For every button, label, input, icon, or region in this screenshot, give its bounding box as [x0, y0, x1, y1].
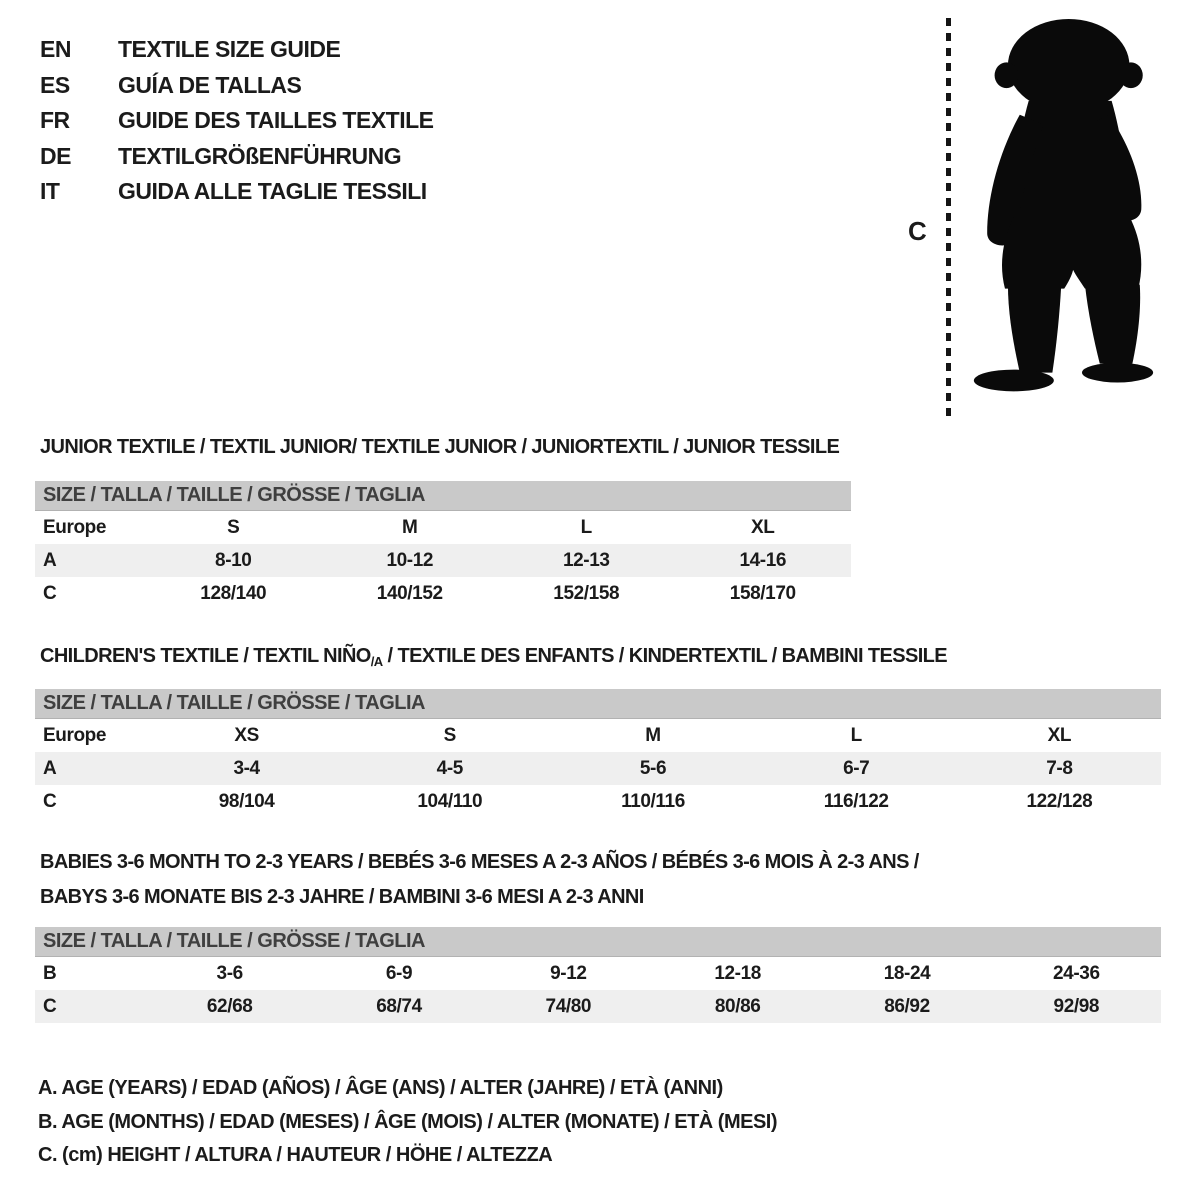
cell: 3-6	[216, 962, 243, 984]
row-label: C	[43, 790, 57, 812]
cell: 8-10	[215, 549, 252, 571]
cell: 140/152	[376, 582, 443, 604]
row-label: C	[43, 995, 57, 1017]
lang-row-de	[40, 139, 434, 175]
cell: 92/98	[1053, 995, 1100, 1017]
children-heading-text: CHILDREN'S TEXTILE / TEXTIL NIÑO	[40, 645, 371, 667]
lang-row-fr	[40, 103, 434, 139]
cell: 7-8	[1046, 757, 1073, 779]
cell: 12-13	[562, 549, 610, 571]
babies-section-heading	[40, 845, 919, 915]
measurement-legend	[38, 1072, 777, 1173]
lang-row-es	[40, 68, 434, 104]
cell: 4-5	[436, 757, 463, 779]
cell: 122/128	[1026, 790, 1093, 812]
header-cell: L	[850, 724, 862, 746]
lang-code: DE	[40, 142, 71, 169]
header-cell: Europe	[43, 516, 107, 538]
cell: 6-9	[385, 962, 413, 984]
table-header-row	[35, 719, 1161, 752]
header-cell: L	[580, 516, 592, 538]
children-heading-sub: /A	[370, 654, 383, 669]
size-header-bar	[35, 481, 851, 511]
cell: 14-16	[739, 549, 787, 571]
header-cell: XS	[234, 724, 259, 746]
babies-size-table	[35, 927, 1161, 1023]
table-row-height	[35, 785, 1161, 818]
babies-heading-line1: BABIES 3-6 MONTH TO 2-3 YEARS / BEBÉS 3-6 MESES A 2-3 AÑOS / BÉBÉS 3-6 MOIS À 2-3 ANS /	[40, 851, 919, 873]
row-label: B	[43, 962, 57, 984]
toddler-silhouette-image	[962, 14, 1162, 419]
lang-code: FR	[40, 107, 70, 134]
cell: 116/122	[823, 790, 889, 812]
cell: 74/80	[545, 995, 592, 1017]
row-label: A	[43, 757, 57, 779]
cell: 10-12	[386, 549, 434, 571]
cell: 98/104	[218, 790, 275, 812]
cell: 68/74	[376, 995, 422, 1017]
header-cell: Europe	[43, 724, 107, 746]
cell: 62/68	[206, 995, 253, 1017]
table-row-age	[35, 544, 851, 577]
cell: 6-7	[843, 757, 870, 779]
lang-title: GUIDE DES TAILLES TEXTILE	[118, 107, 434, 134]
header-cell: S	[227, 516, 240, 538]
row-label: A	[43, 549, 57, 571]
lang-code: ES	[40, 71, 70, 98]
header-cell: XL	[751, 516, 775, 538]
lang-title: TEXTILE SIZE GUIDE	[118, 36, 341, 63]
cell: 110/116	[621, 790, 685, 812]
cell: 18-24	[883, 962, 931, 984]
lang-title: GUÍA DE TALLAS	[118, 71, 302, 98]
cell: 158/170	[729, 582, 796, 604]
legend-line-c: C. (cm) HEIGHT / ALTURA / HAUTEUR / HÖHE / ALTEZZA	[38, 1144, 553, 1166]
legend-line-a: A. AGE (YEARS) / EDAD (AÑOS) / ÂGE (ANS) / ALTER (JAHRE) / ETÀ (ANNI)	[38, 1077, 723, 1099]
table-row-months	[35, 957, 1161, 990]
table-row-age	[35, 752, 1161, 785]
header-cell: XL	[1047, 724, 1072, 746]
cell: 152/158	[553, 582, 620, 604]
children-section-heading	[40, 645, 947, 669]
row-label: C	[43, 582, 57, 604]
cell: 86/92	[884, 995, 930, 1017]
cell: 12-18	[714, 962, 761, 984]
children-heading-text: / TEXTILE DES ENFANTS / KINDERTEXTIL / BAMBINI TESSILE	[382, 645, 948, 667]
cell: 3-4	[233, 757, 260, 779]
cell: 5-6	[639, 757, 667, 779]
size-bar-label: SIZE / TALLA / TAILLE / GRÖSSE / TAGLIA	[43, 692, 425, 714]
legend-line-b: B. AGE (MONTHS) / EDAD (MESES) / ÂGE (MOIS) / ALTER (MONATE) / ETÀ (MESI)	[38, 1110, 778, 1133]
table-row-height	[35, 990, 1161, 1023]
cell: 104/110	[417, 790, 483, 812]
junior-section-heading: JUNIOR TEXTILE / TEXTIL JUNIOR/ TEXTILE JUNIOR / JUNIORTEXTIL / JUNIOR TESSILE	[40, 436, 840, 458]
lang-code: IT	[40, 178, 60, 205]
table-row-height	[35, 577, 851, 610]
lang-title: GUIDA ALLE TAGLIE TESSILI	[118, 178, 427, 205]
language-title-list	[40, 32, 434, 210]
cell: 128/140	[200, 582, 267, 604]
cell: 24-36	[1053, 962, 1100, 984]
size-header-bar	[35, 927, 1161, 957]
lang-row-it	[40, 174, 434, 210]
babies-heading-line2: BABYS 3-6 MONATE BIS 2-3 JAHRE / BAMBINI 3-6 MESI A 2-3 ANNI	[40, 886, 644, 908]
cell: 80/86	[714, 995, 761, 1017]
cell: 9-12	[550, 962, 587, 984]
size-bar-label: SIZE / TALLA / TAILLE / GRÖSSE / TAGLIA	[43, 930, 425, 952]
size-bar-label: SIZE / TALLA / TAILLE / GRÖSSE / TAGLIA	[43, 484, 425, 506]
header-cell: M	[645, 724, 661, 746]
lang-code: EN	[40, 36, 71, 63]
height-dashed-line	[946, 18, 951, 416]
size-header-bar	[35, 689, 1161, 719]
height-measure-label: C	[908, 216, 927, 246]
header-cell: S	[443, 724, 456, 746]
junior-size-table	[35, 481, 851, 610]
table-header-row	[35, 511, 851, 544]
lang-title: TEXTILGRÖßENFÜHRUNG	[118, 142, 402, 169]
children-size-table	[35, 689, 1161, 818]
lang-row-en	[40, 32, 434, 68]
header-cell: M	[402, 516, 418, 538]
